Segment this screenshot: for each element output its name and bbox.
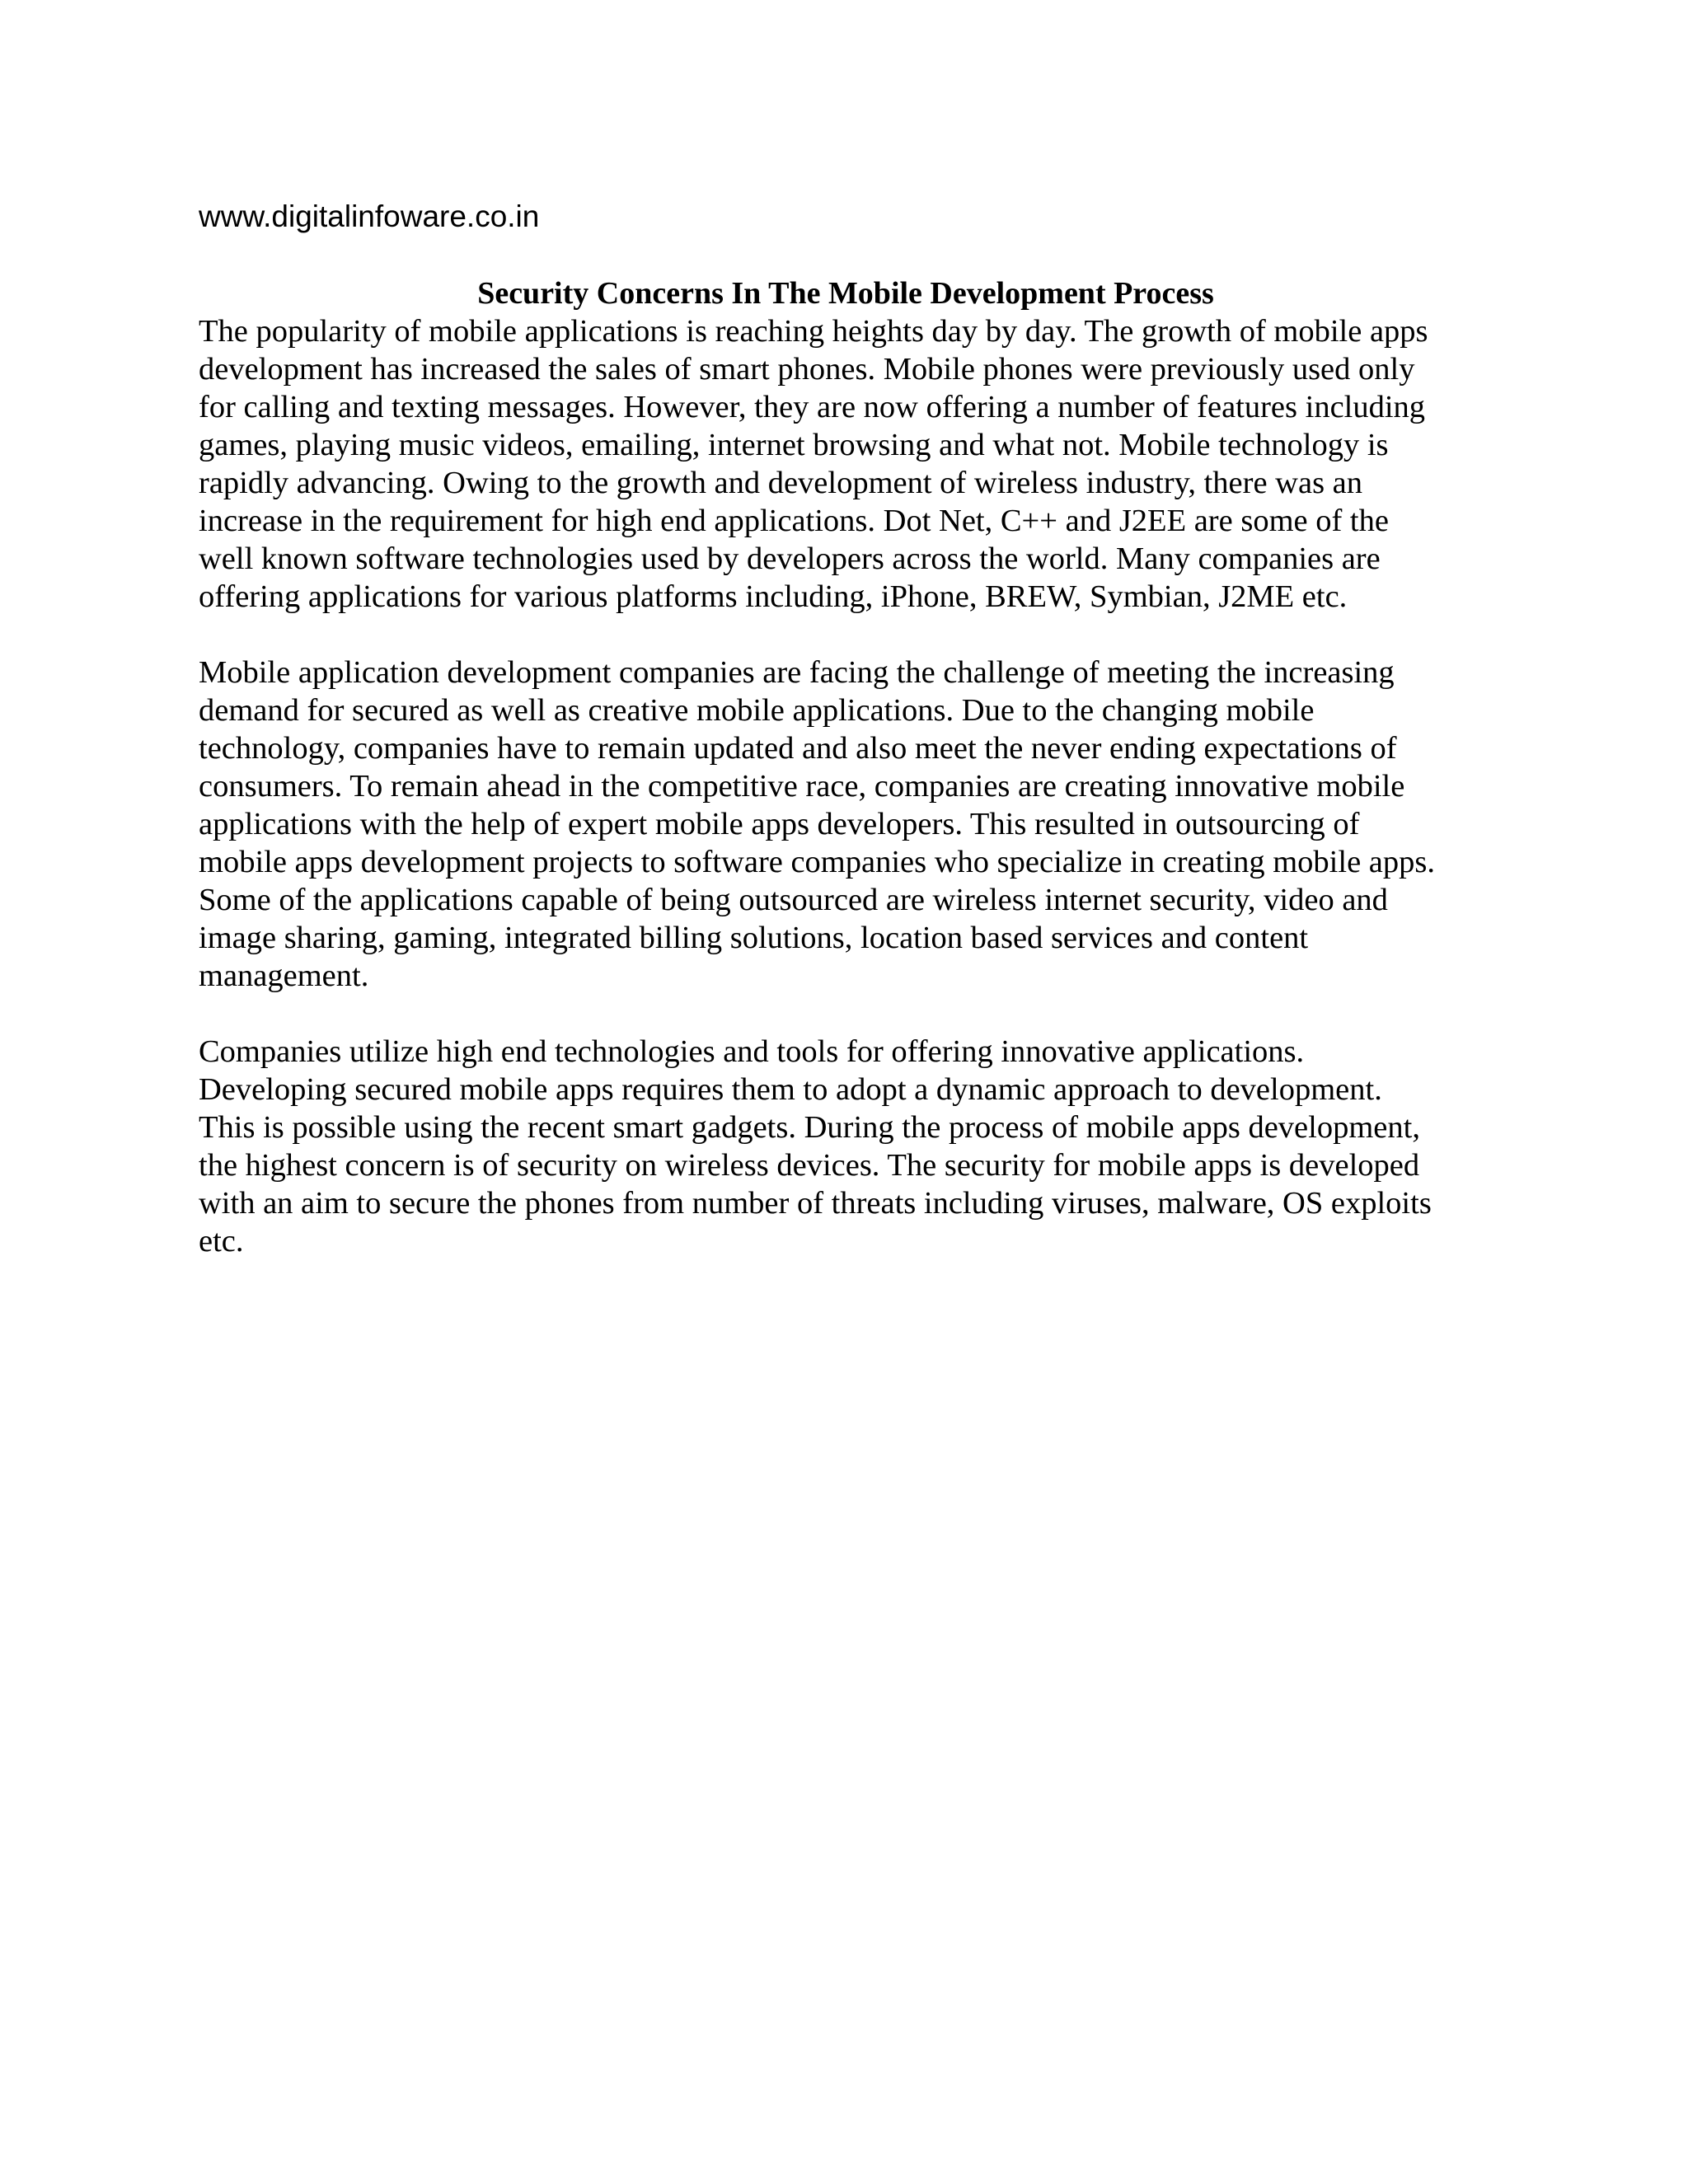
document-body: [199, 198, 1501, 1260]
paragraph-1: The popularity of mobile applications is reaching heights day by day. The growth of mobile apps development has increased the sales of smart phones. Mobile phones were previously used only for calling and texting messages. However, they are now offering a number of features including games, playing music videos, emailing, internet browsing and what not. Mobile technology is rapidly advancing. Owing to the growth and development of wireless industry, there was an increase in the requirement for high end applications. Dot Net, C++ and J2EE are some of the well known software technologies used by developers across the world. Many companies are offering applications for various platforms including, iPhone, BREW, Symbian, J2ME etc.: [199, 314, 1428, 614]
paragraph-3: Companies utilize high end technologies and tools for offering innovative applications. Developing secured mobile apps requires them to adopt a dynamic approach to development. This is possible using the recent smart gadgets. During the process of mobile apps development, the highest concern is of security on wireless devices. The security for mobile apps is developed with an aim to secure the phones from number of threats including viruses, malware, OS exploits etc.: [199, 1034, 1432, 1258]
paragraph-2: Mobile application development companies are facing the challenge of meeting the increasing demand for secured as well as creative mobile applications. Due to the changing mobile technology, companies have to remain updated and also meet the never ending expectations of consumers. To remain ahead in the competitive race, companies are creating innovative mobile applications with the help of expert mobile apps developers. This resulted in outsourcing of mobile apps development projects to software companies who specialize in creating mobile apps. Some of the applications capable of being outsourced are wireless internet security, video and image sharing, gaming, integrated billing solutions, location based services and content management.: [199, 655, 1435, 993]
site-url: www.digitalinfoware.co.in: [199, 199, 540, 233]
document-title: Security Concerns In The Mobile Development Process: [477, 276, 1214, 311]
